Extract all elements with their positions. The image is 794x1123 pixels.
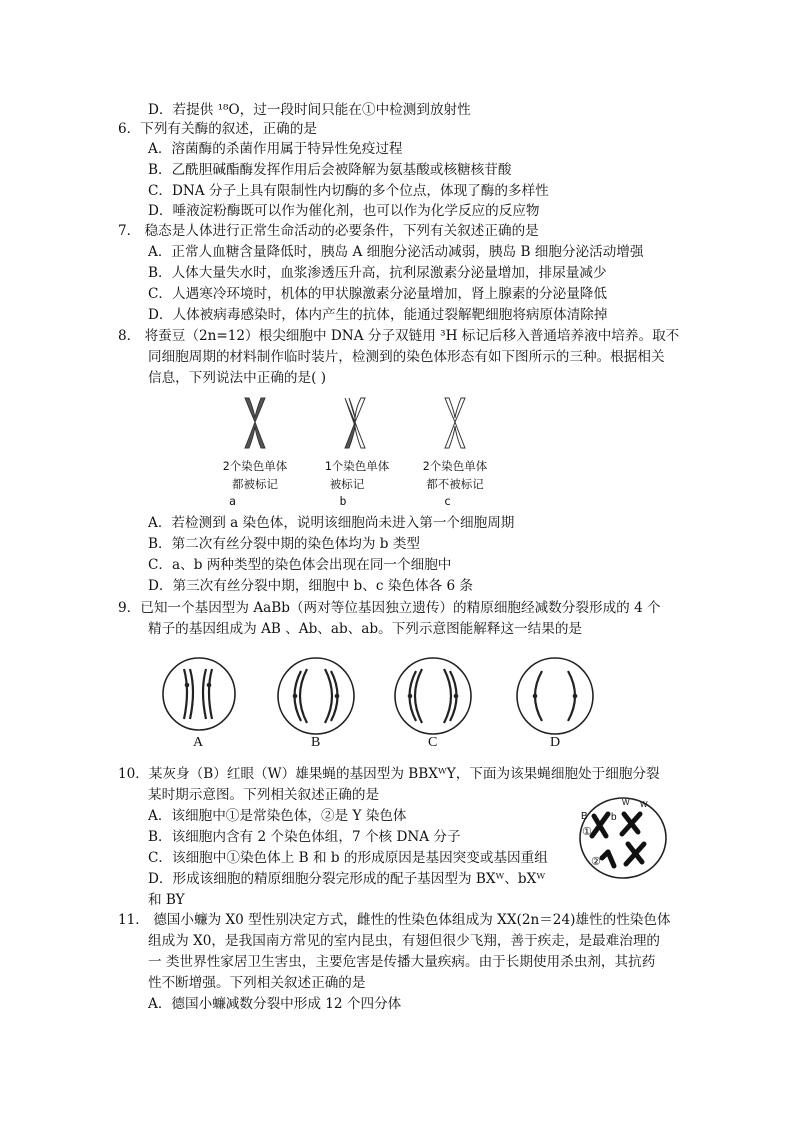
fly-mark-1: ① (582, 825, 592, 838)
q6-option-c: C．DNA 分子上具有限制性内切酶的多个位点，体现了酶的多样性 (148, 183, 549, 199)
q6-option-b: B．乙酰胆碱酯酶发挥作用后会被降解为氨基酸或核糖核苷酸 (148, 162, 512, 178)
fig8-b-line2: 被标记 (329, 477, 365, 491)
fig8-b-letter: b (339, 494, 347, 508)
q10-option-c: C．该细胞中①染色体上 B 和 b 的形成原因是基因突变或基因重组 (148, 850, 548, 866)
q5-option-d: D．若提供 ¹⁸O，过一段时间只能在①中检测到放射性 (148, 102, 471, 118)
q8-stem-2: 同细胞周期的材料制作临时装片，检测到的染色体形态有如下图所示的三种。根据相关 (148, 349, 665, 365)
chromosome-c-svg (425, 395, 485, 453)
fig8-b-line1: 1个染色单体 (324, 459, 390, 473)
q8-option-b: B．第二次有丝分裂中期的染色体均为 b 类型 (148, 536, 421, 552)
q7-option-c: C．人遇寒冷环境时，机体的甲状腺激素分泌量增加，肾上腺素的分泌量降低 (148, 286, 607, 302)
q11-option-a: A．德国小蠊减数分裂中形成 12 个四分体 (148, 996, 402, 1012)
q6-option-a: A．溶菌酶的杀菌作用属于特异性免疫过程 (148, 141, 403, 157)
q8-stem-3: 信息，下列说法中正确的是( ) (148, 370, 327, 386)
fly-gene-b: b (611, 812, 617, 823)
fig9-label-c: C (428, 735, 438, 750)
q10-option-a: A．该细胞中①是常染色体，②是 Y 染色体 (148, 808, 407, 824)
fig8-c-letter: c (444, 494, 451, 508)
fig8-a-line2: 都被标记 (232, 477, 278, 491)
q10-stem-2: 某时期示意图。下列相关叙述正确的是 (148, 787, 380, 803)
fig8-a-line1: 2个染色单体 (222, 459, 288, 473)
chromosome-a-icon (245, 398, 265, 448)
q11-stem-2: 组成为 X0，是我国南方常见的室内昆虫，有翅但很少飞翔，善于疾走，是最难治理的 (148, 933, 661, 949)
q10-stem-1: 10．某灰身（B）红眼（W）雄果蝇的基因型为 BBXᵂY，下面为该果蝇细胞处于细胞分裂 (118, 766, 660, 782)
fly-gene-B: B (581, 811, 588, 822)
fly-gene-W2: W (640, 800, 648, 809)
q7-stem: 7． 稳态是人体进行正常生命活动的必要条件，下列有关叙述正确的是 (118, 223, 539, 239)
cell-figure-a (160, 655, 238, 733)
fig8-a-letter: a (229, 494, 236, 508)
fig9-label-a: A (193, 735, 204, 750)
q6-option-d: D．唾液淀粉酶既可以作为催化剂，也可以作为化学反应的反应物 (148, 203, 540, 219)
chromosome-figure (225, 395, 285, 453)
q11-stem-1: 11． 德国小蠊为 X0 型性别决定方式，雌性的性染色体组成为 XX(2n＝24)雄性的性染色体 (118, 912, 671, 928)
fly-gene-W1: W (622, 798, 630, 807)
q10-option-d: D．形成该细胞的精原细胞分裂完形成的配子基因型为 BXᵂ、bXᵂ (148, 871, 546, 887)
q7-option-a: A．正常人血糖含量降低时，胰岛 A 细胞分泌活动减弱，胰岛 B 细胞分泌活动增强 (148, 244, 644, 260)
fig8-c-line1: 2个染色单体 (422, 459, 488, 473)
fig9-label-b: B (311, 735, 321, 750)
q8-stem-1: 8． 将蚕豆（2n=12）根尖细胞中 DNA 分子双链用 ³H 标记后移入普通培养液中培养。取不 (118, 328, 680, 344)
q8-option-c: C．a、b 两种类型的染色体会出现在同一个细胞中 (148, 557, 452, 573)
chromosome-b-svg (325, 395, 385, 453)
q8-option-d: D．第三次有丝分裂中期，细胞中 b、c 染色体各 6 条 (148, 578, 474, 594)
chromosome-c-icon (445, 398, 465, 448)
q7-option-d: D．人体被病毒感染时，体内产生的抗体，能通过裂解靶细胞将病原体清除掉 (148, 307, 608, 323)
cell-figure-d (514, 655, 596, 737)
q11-stem-4: 性不断增强。下列相关叙述正确的是 (148, 975, 366, 991)
fig9-label-d: D (550, 735, 561, 750)
q9-stem-2: 精子的基因组成为 AB 、Ab、ab、ab。下列示意图能解释这一结果的是 (148, 621, 583, 637)
q6-stem: 6．下列有关酶的叙述，正确的是 (118, 121, 317, 137)
chromosome-b-icon (345, 398, 365, 448)
q10-option-d-cont: 和 BY (148, 892, 185, 908)
q9-stem-1: 9．已知一个基因型为 AaBb（两对等位基因独立遗传）的精原细胞经减数分裂形成的 4 个 (118, 600, 661, 616)
q7-option-b: B．人体大量失水时，血浆渗透压升高，抗利尿激素分泌量增加，排尿量减少 (148, 265, 607, 281)
fig8-c-line2: 都不被标记 (426, 477, 484, 491)
cell-figure-c (392, 655, 474, 737)
fly-mark-2: ② (591, 855, 601, 868)
q8-option-a: A．若检测到 a 染色体，说明该细胞尚未进入第一个细胞周期 (148, 515, 515, 531)
q11-stem-3: 一 类世界性家居卫生害虫，主要危害是传播大量疾病。由于长期使用杀虫剂，其抗药 (148, 954, 656, 970)
q10-option-b: B．该细胞内含有 2 个染色体组，7 个核 DNA 分子 (148, 829, 461, 845)
cell-figure-b (275, 655, 357, 737)
